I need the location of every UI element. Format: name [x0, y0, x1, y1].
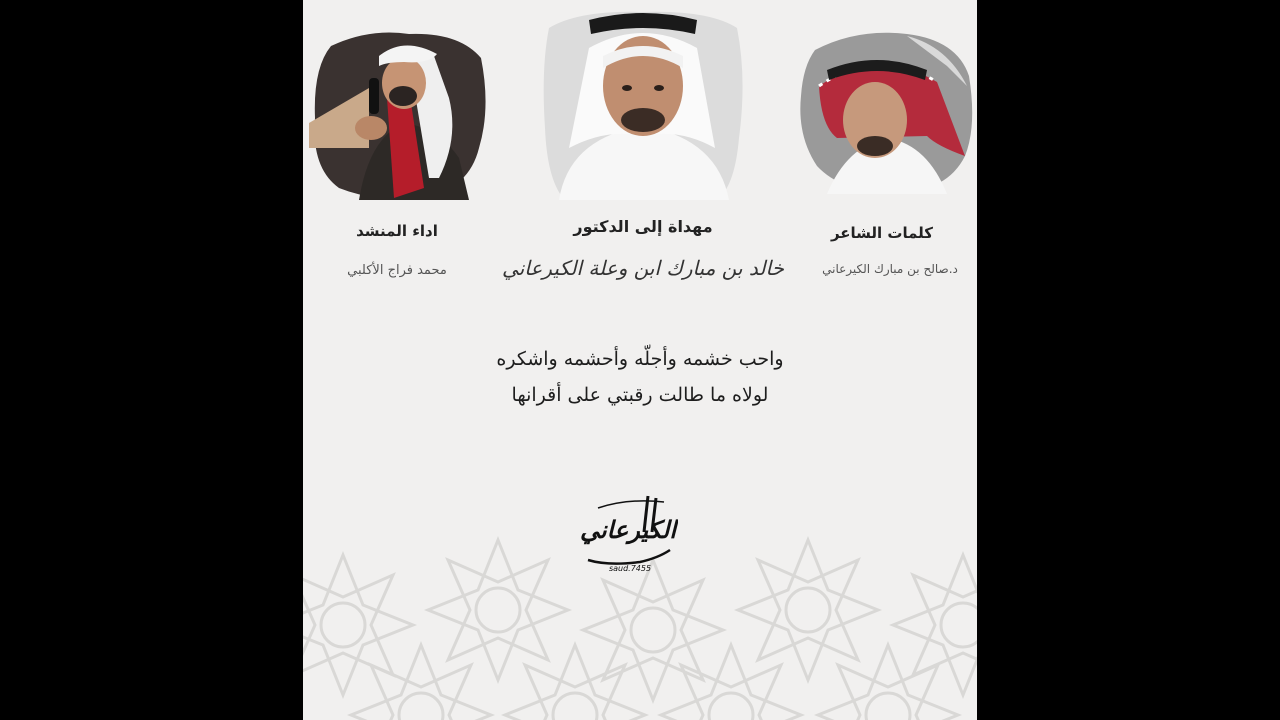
- calligraphy-logo: [578, 492, 678, 574]
- verse-line-1: واحب خشمه وأجلّه وأحشمه واشكره: [496, 348, 784, 370]
- poster-panel: [303, 0, 977, 720]
- dedication-label: مهداة إلى الدكتور: [573, 217, 713, 236]
- verse-line-2: لولاه ما طالت رقبتي على أقرانها: [511, 384, 769, 406]
- dedication-name: خالد بن مبارك ابن وعلة الكيرعاني: [502, 256, 784, 280]
- poet-portrait: [797, 26, 973, 194]
- performer-portrait: [309, 28, 489, 200]
- logo-handle: saud.7455: [608, 564, 652, 573]
- dedication-portrait: [539, 8, 747, 200]
- poet-name: د.صالح بن مبارك الكيرعاني: [822, 262, 958, 276]
- logo-signature: الكيرعاني: [579, 515, 677, 544]
- performer-label: اداء المنشد: [356, 222, 438, 240]
- poet-label: كلمات الشاعر: [830, 224, 934, 242]
- performer-name: محمد فراج الأكلبي: [347, 263, 447, 278]
